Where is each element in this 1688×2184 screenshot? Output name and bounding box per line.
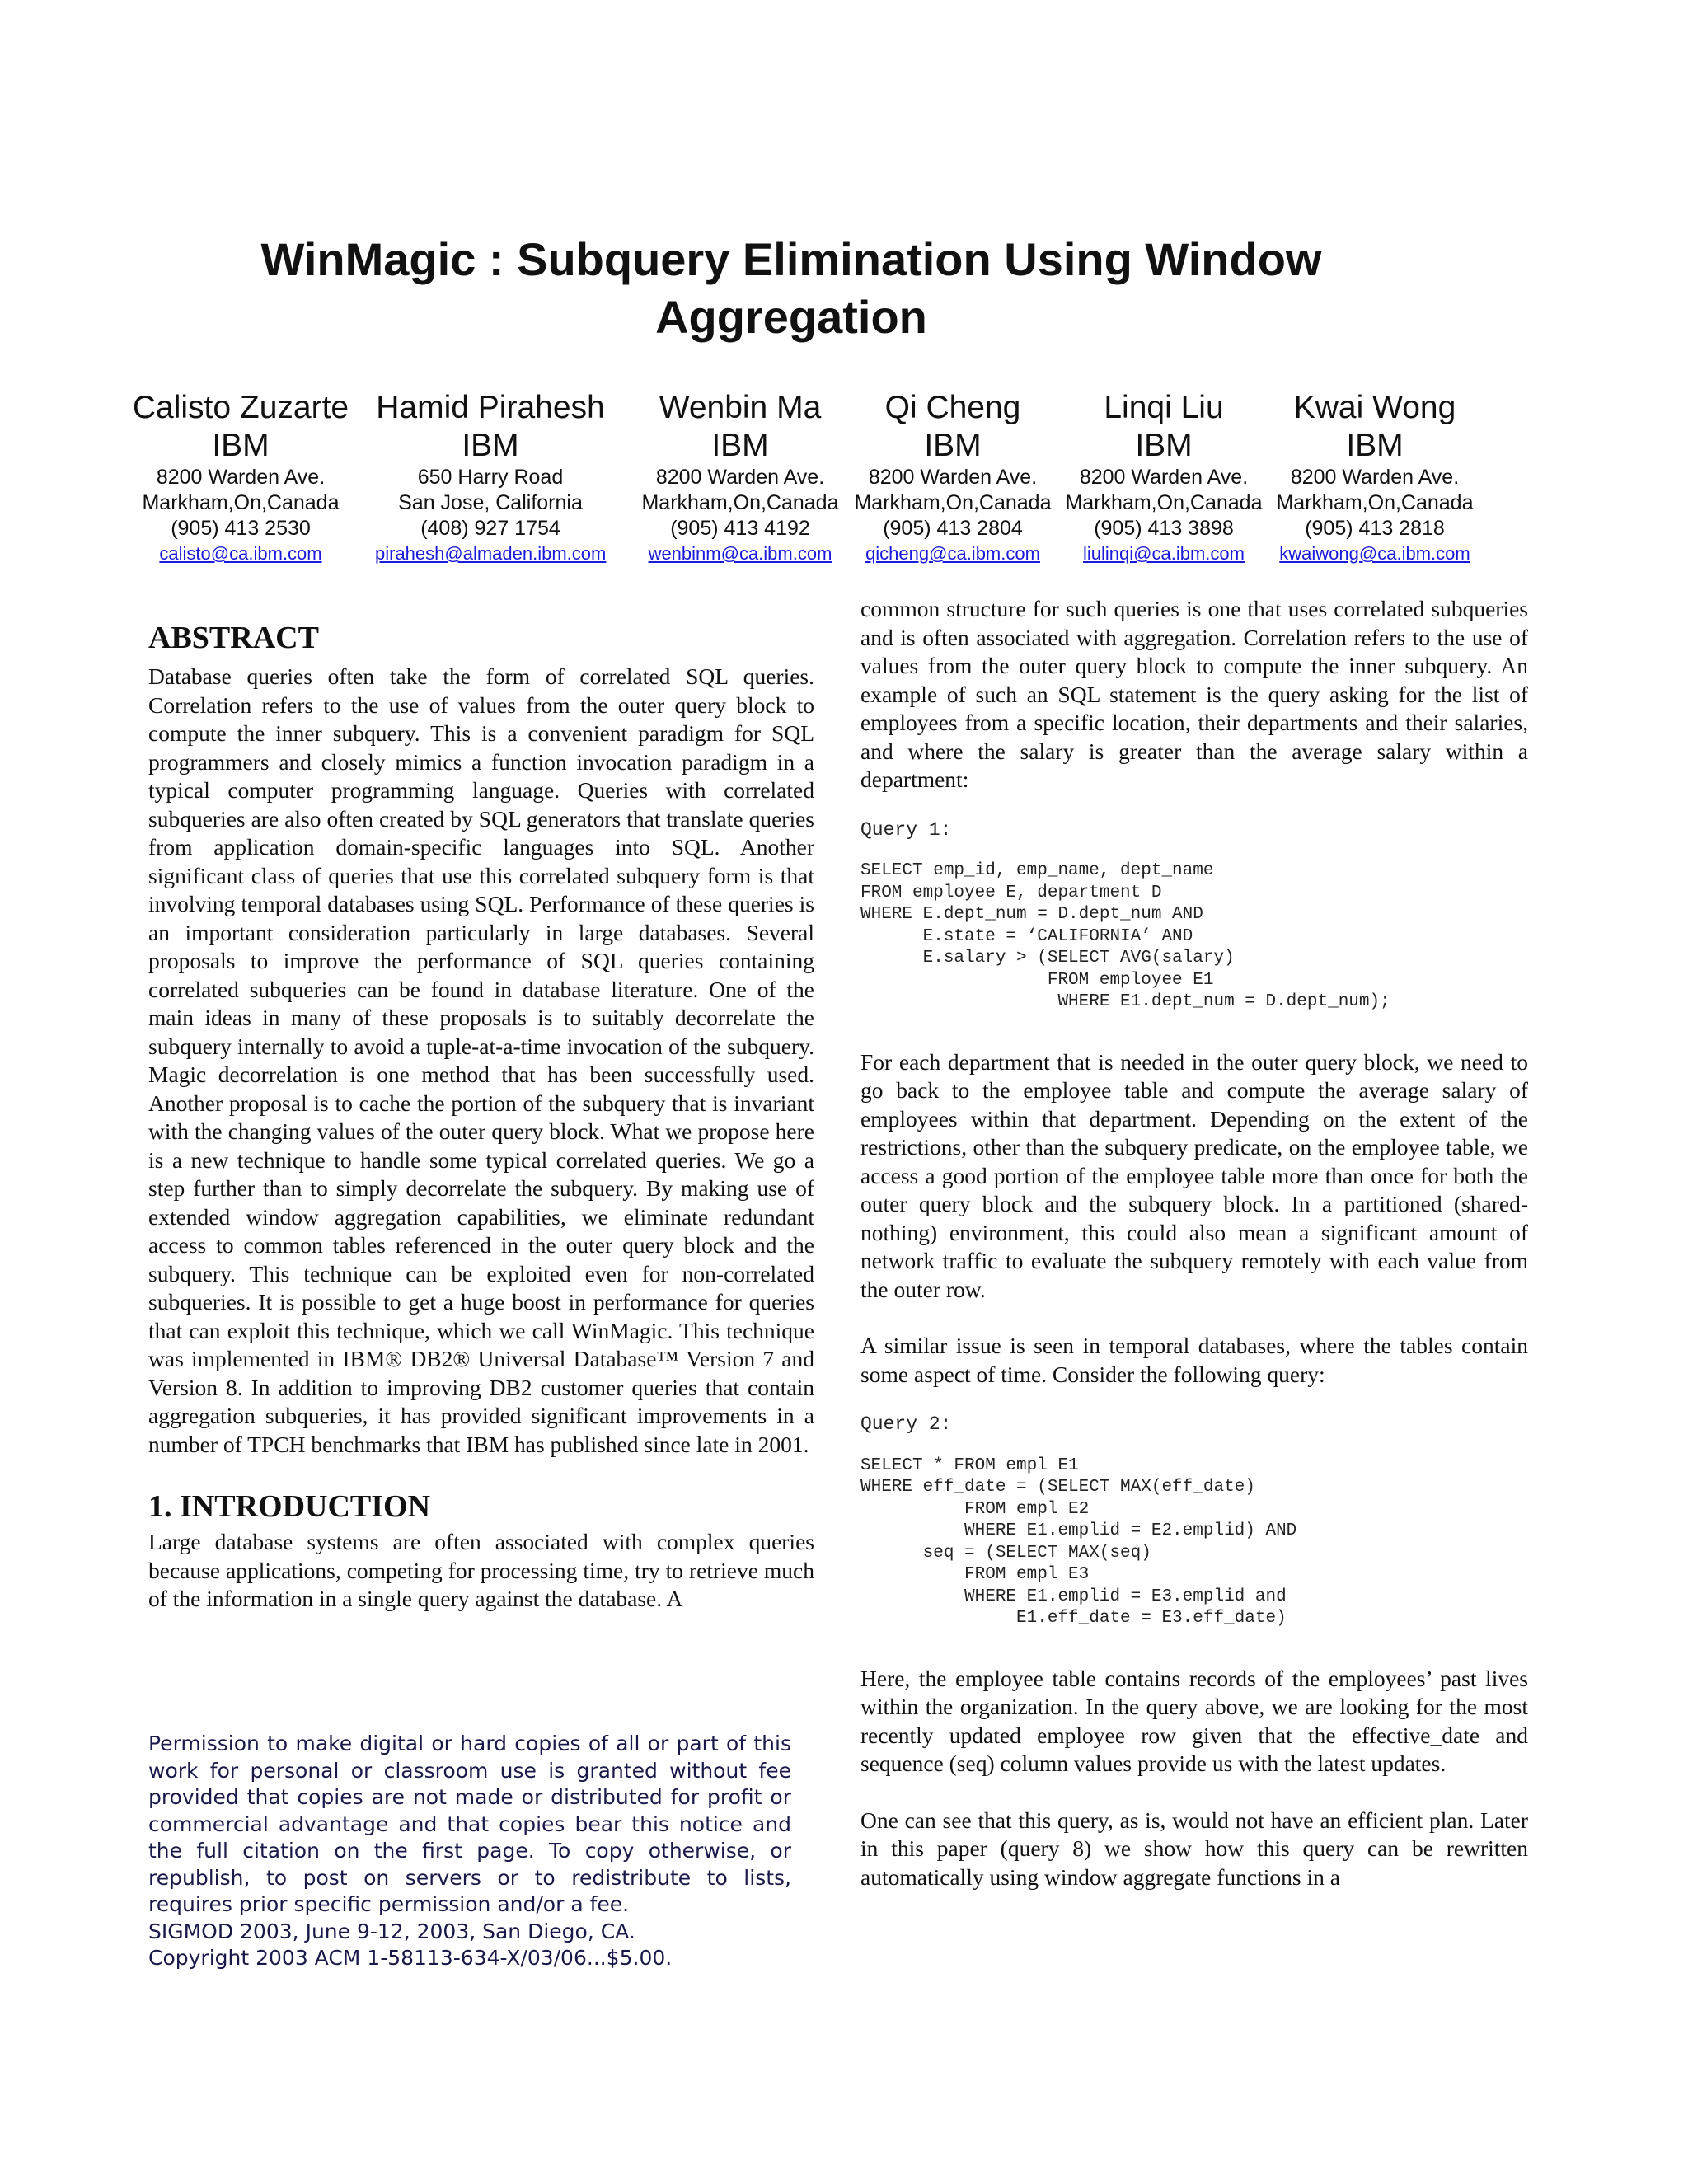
author-affiliation: IBM xyxy=(711,428,769,463)
query1-code: SELECT emp_id, emp_name, dept_name FROM employee E, department D WHERE E.dept_num = D.dept_num AND E.state = ‘CALIFORNIA’ AND E.salary > (SELECT AVG(salary) FROM employee E1 WHERE E1.dept_num = D.dept_num); xyxy=(860,861,1390,1011)
title-line-2: Aggregation xyxy=(655,291,927,343)
author-city: Markham,On,Canada xyxy=(854,491,1052,514)
author-street: 8200 Warden Ave. xyxy=(1079,466,1249,489)
author-street: 8200 Warden Ave. xyxy=(156,466,326,489)
author-name: Wenbin Ma xyxy=(659,390,822,425)
author-city: Markham,On,Canada xyxy=(1276,491,1474,514)
author-phone: (905) 413 3898 xyxy=(1094,517,1234,540)
author-affiliation: IBM xyxy=(1135,428,1193,463)
author-email-link[interactable]: pirahesh@almaden.ibm.com xyxy=(375,543,607,564)
author-affiliation: IBM xyxy=(924,428,982,463)
author-block xyxy=(837,389,1068,566)
author-email-link[interactable]: qicheng@ca.ibm.com xyxy=(865,543,1040,564)
body-paragraph: common structure for such queries is one that uses correlated subqueries and is often associated with aggregation. Correlation refers to the use of values from the outer query block to compute the inner subquery. An example of such an SQL statement is the query asking for the list of employees from a specific location, their departments and their salaries, and where the salary is greater than the average salary within a department: xyxy=(860,596,1528,792)
author-affiliation: IBM xyxy=(462,428,519,463)
introduction-heading: 1. INTRODUCTION xyxy=(148,1489,431,1524)
venue-line: SIGMOD 2003, June 9-12, 2003, San Diego, CA. xyxy=(148,1919,635,1943)
author-street: 8200 Warden Ave. xyxy=(1290,466,1460,489)
body-paragraph: A similar issue is seen in temporal databases, where the tables contain some aspect of time. Consider the following query: xyxy=(860,1333,1528,1387)
query2-code: SELECT * FROM empl E1 WHERE eff_date = (SELECT MAX(eff_date) FROM empl E2 WHERE E1.emplid = E2.emplid) AND seq = (SELECT MAX(seq) FROM empl E3 WHERE E1.emplid = E3.emplid and E1.eff_date = E3.eff_date) xyxy=(860,1455,1297,1628)
author-city: Markham,On,Canada xyxy=(142,491,340,514)
paper-title xyxy=(0,231,1582,346)
left-column xyxy=(148,620,814,1614)
author-street: 8200 Warden Ave. xyxy=(868,466,1038,489)
author-name: Calisto Zuzarte xyxy=(132,390,349,425)
body-paragraph: For each department that is needed in the outer query block, we need to go back to the employee table and compute the average salary of employees within that department. Depending on the extent of the restrictions, other than the subquery predicate, on the employee table, we access a good portion of the employee table more than once for both the outer query block and the subquery block. In a partitioned (shared-nothing) environment, this could also mean a significant amount of network traffic to evaluate the subquery remotely with each value from the outer row. xyxy=(860,1048,1528,1302)
author-phone: (905) 413 2530 xyxy=(171,517,311,540)
author-phone: (408) 927 1754 xyxy=(420,517,560,540)
author-city: Markham,On,Canada xyxy=(641,491,839,514)
author-block xyxy=(1259,389,1490,566)
author-block xyxy=(375,389,606,566)
author-affiliation: IBM xyxy=(212,428,270,463)
permission-text: Permission to make digital or hard copies of all or part of this work for personal or classroom use is granted without fee provided that copies are not made or distributed for profit or commercial advantage and that copies bear this notice and the full citation on the first page. To copy otherwise, or republish, to post on servers or to redistribute to lists, requires prior specific permission and/or a fee. xyxy=(148,1732,791,1916)
author-name: Hamid Pirahesh xyxy=(376,390,605,425)
author-block xyxy=(625,389,856,566)
right-column xyxy=(860,595,1528,1891)
introduction-text: Large database systems are often associated with complex queries because applications, competing for processing time, try to retrieve much of the information in a single query against the database. A xyxy=(148,1529,814,1611)
author-email-link[interactable]: kwaiwong@ca.ibm.com xyxy=(1279,543,1470,564)
query2-label: Query 2: xyxy=(860,1413,952,1435)
query1-label: Query 1: xyxy=(860,818,952,841)
author-email-link[interactable]: calisto@ca.ibm.com xyxy=(159,543,322,564)
author-city: San Jose, California xyxy=(398,491,583,514)
author-street: 650 Harry Road xyxy=(417,466,564,489)
author-email-link[interactable]: liulinqi@ca.ibm.com xyxy=(1083,543,1245,564)
author-city: Markham,On,Canada xyxy=(1065,491,1263,514)
author-block xyxy=(1048,389,1279,566)
author-phone: (905) 413 2804 xyxy=(883,517,1023,540)
author-street: 8200 Warden Ave. xyxy=(655,466,825,489)
permission-notice xyxy=(148,1731,791,1972)
author-phone: (905) 413 4192 xyxy=(670,517,810,540)
body-paragraph: Here, the employee table contains records of the employees’ past lives within the organization. In the query above, we are looking for the most recently updated employee row given that the effective_date and sequence (seq) column values provide us with the latest updates. xyxy=(860,1665,1528,1776)
author-block xyxy=(125,389,356,566)
author-email-link[interactable]: wenbinm@ca.ibm.com xyxy=(648,543,832,564)
title-line-1: WinMagic : Subquery Elimination Using Window xyxy=(260,233,1322,285)
copyright-line: Copyright 2003 ACM 1-58113-634-X/03/06...$5.00. xyxy=(148,1946,673,1970)
author-name: Kwai Wong xyxy=(1293,390,1456,425)
abstract-heading: ABSTRACT xyxy=(148,621,319,655)
author-phone: (905) 413 2818 xyxy=(1305,517,1445,540)
abstract-text: Database queries often take the form of correlated SQL queries. Correlation refers to the use of values from the outer query block to compute the inner subquery. This is a convenient paradigm for SQL programmers and closely mimics a function invocation paradigm in a typical computer programming language. Queries with correlated subqueries are also often created by SQL generators that translate queries from application domain-specific languages into SQL. Another significant class of queries that use this correlated subquery form is that involving temporal databases using SQL. Performance of these queries is an important consideration particularly in large databases. Several proposals to improve the performance of SQL queries containing correlated subqueries can be found in database literature. One of the main ideas in many of these proposals is to suitably decorrelate the subquery internally to avoid a tuple-at-a-time invocation of the subquery. Magic decorrelation is one method that has been successfully used. Another proposal is to cache the portion of the subquery that is invariant with the changing values of the outer query block. What we propose here is a new technique to handle some typical correlated queries. We go a step further than to simply decorrelate the subquery. By making use of extended window aggregation capabilities, we eliminate redundant access to common tables referenced in the outer query block and the subquery. This technique can be exploited even for non-correlated subqueries. It is possible to get a huge boost in performance for queries that can exploit this technique, which we call WinMagic. This technique was implemented in IBM® DB2® Universal Database™ Version 7 and Version 8. In addition to improving DB2 customer queries that contain aggregation subqueries, it has provided significant improvements in a number of TPCH benchmarks that IBM has published since late in 2001. xyxy=(148,663,814,1457)
author-name: Qi Cheng xyxy=(884,390,1021,425)
body-paragraph: One can see that this query, as is, would not have an efficient plan. Later in this paper (query 8) we show how this query can be rewritten automatically using window aggregate functions in a xyxy=(860,1807,1528,1890)
author-affiliation: IBM xyxy=(1346,428,1404,463)
author-name: Linqi Liu xyxy=(1104,390,1224,425)
